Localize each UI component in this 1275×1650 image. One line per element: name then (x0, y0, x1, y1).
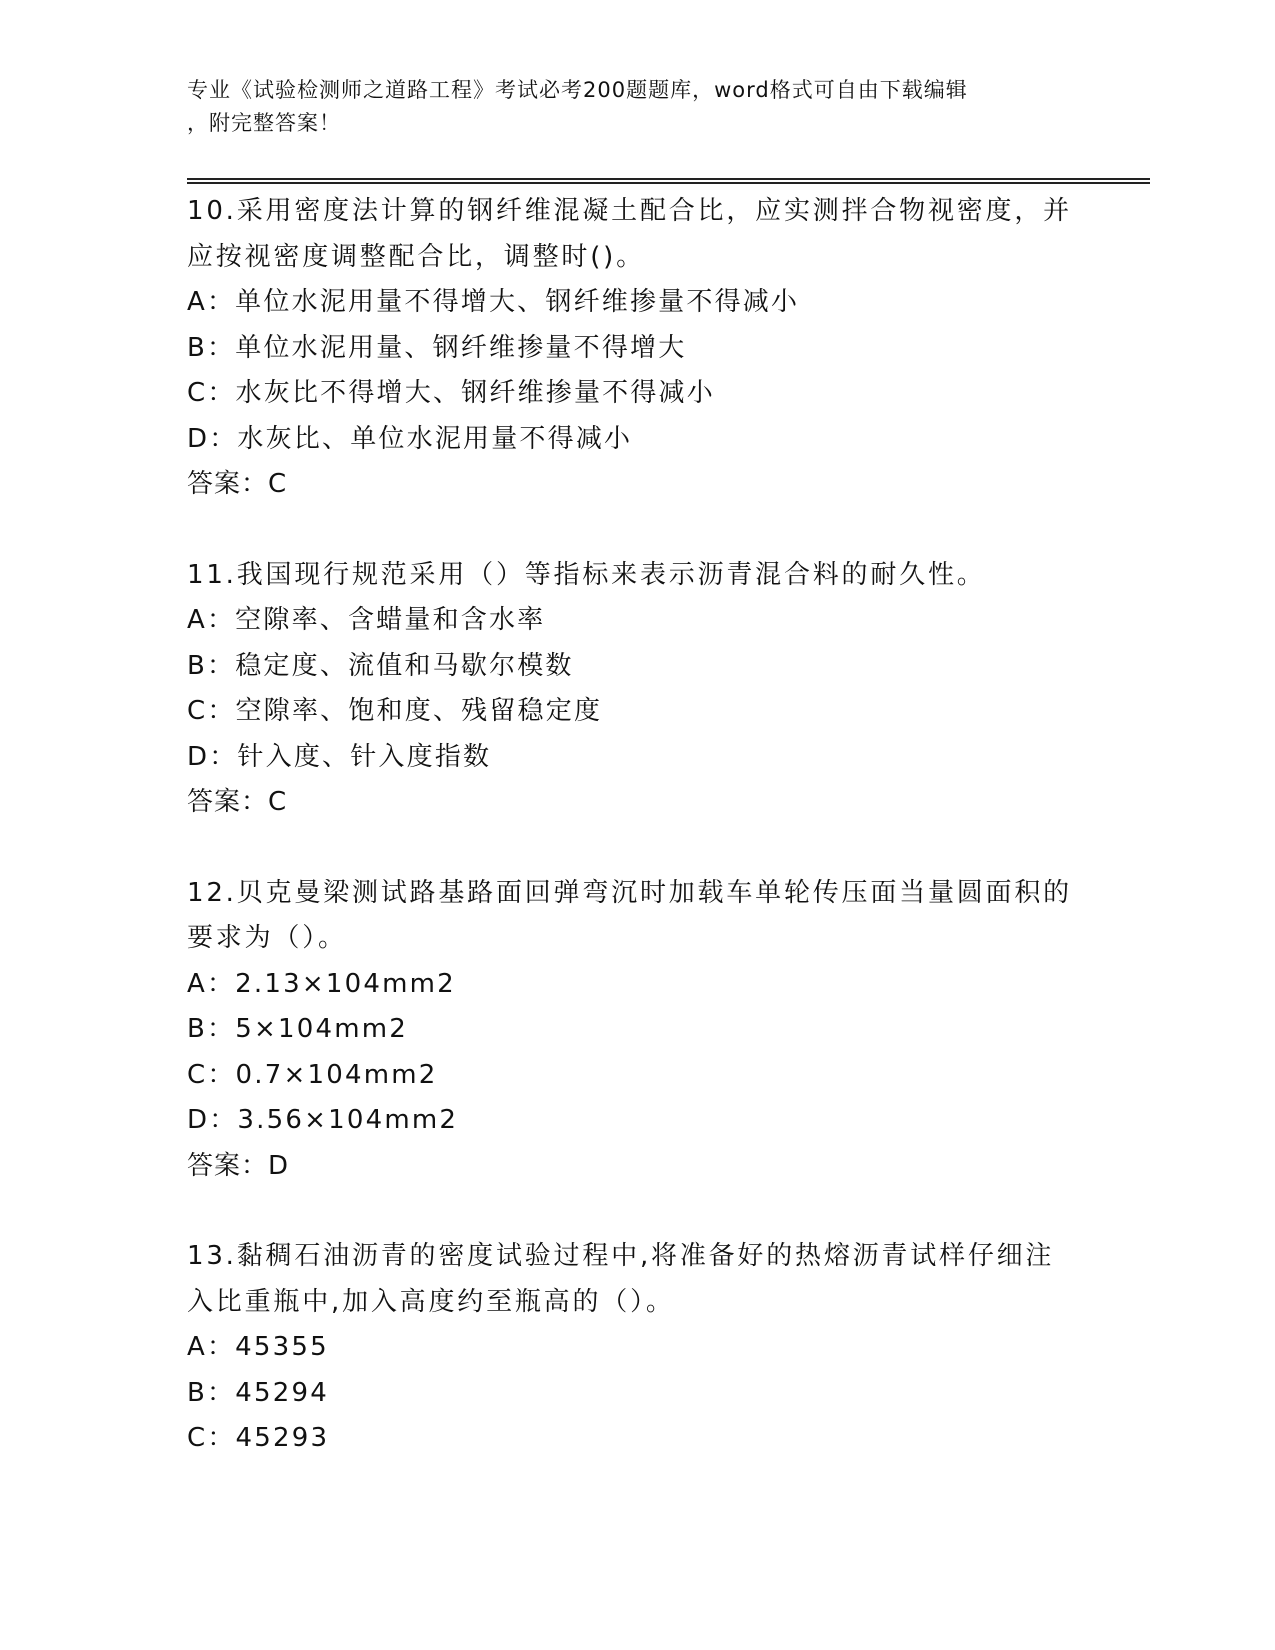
option-b: B：稳定度、流值和马歇尔模数 (187, 650, 574, 681)
header-divider-top (187, 178, 1150, 180)
option-d: D：针入度、针入度指数 (187, 741, 492, 772)
question-10 (187, 189, 1087, 508)
question-13 (187, 1234, 1087, 1462)
document-header (187, 74, 1087, 140)
option-a: A：空隙率、含蜡量和含水率 (187, 605, 546, 635)
question-spacer (187, 508, 1087, 553)
option-c: C：空隙率、饱和度、残留稳定度 (187, 696, 603, 726)
question-12 (187, 871, 1087, 1190)
option-b: B：单位水泥用量、钢纤维掺量不得增大 (187, 332, 687, 363)
question-title-line: 13.黏稠石油沥青的密度试验过程中,将准备好的热熔沥青试样仔细注 (187, 1241, 1055, 1271)
option-a: A：单位水泥用量不得增大、钢纤维掺量不得减小 (187, 287, 800, 317)
question-title-line: 应按视密度调整配合比，调整时()。 (187, 241, 645, 272)
header-divider-bottom (187, 182, 1150, 184)
question-title-line: 12.贝克曼梁测试路基路面回弹弯沉时加载车单轮传压面当量圆面积的 (187, 877, 1072, 908)
answer: 答案：D (187, 1150, 290, 1181)
question-spacer (187, 1189, 1087, 1234)
option-d: D：水灰比、单位水泥用量不得减小 (187, 423, 633, 454)
header-line-1: 专业《试验检测师之道路工程》考试必考200题题库，word格式可自由下载编辑 (187, 78, 968, 102)
option-d: D：3.56×104mm2 (187, 1105, 459, 1135)
question-spacer (187, 826, 1087, 871)
option-c: C：0.7×104mm2 (187, 1059, 438, 1090)
question-list (187, 189, 1087, 1462)
question-title-line: 10.采用密度法计算的钢纤维混凝土配合比，应实测拌合物视密度，并 (187, 196, 1072, 226)
question-title-line: 要求为（）。 (187, 923, 347, 953)
question-11 (187, 553, 1087, 826)
option-b: B：45294 (187, 1377, 329, 1408)
option-c: C：水灰比不得增大、钢纤维掺量不得减小 (187, 378, 715, 408)
question-title-line: 11.我国现行规范采用（）等指标来表示沥青混合料的耐久性。 (187, 559, 986, 590)
option-a: A：45355 (187, 1332, 329, 1362)
option-a: A：2.13×104mm2 (187, 968, 456, 999)
question-title-line: 入比重瓶中,加入高度约至瓶高的（）。 (187, 1286, 675, 1317)
answer: 答案：C (187, 469, 288, 499)
option-c: C：45293 (187, 1423, 330, 1453)
answer: 答案：C (187, 787, 288, 817)
header-line-2: ，附完整答案！ (187, 111, 341, 135)
option-b: B：5×104mm2 (187, 1014, 408, 1044)
